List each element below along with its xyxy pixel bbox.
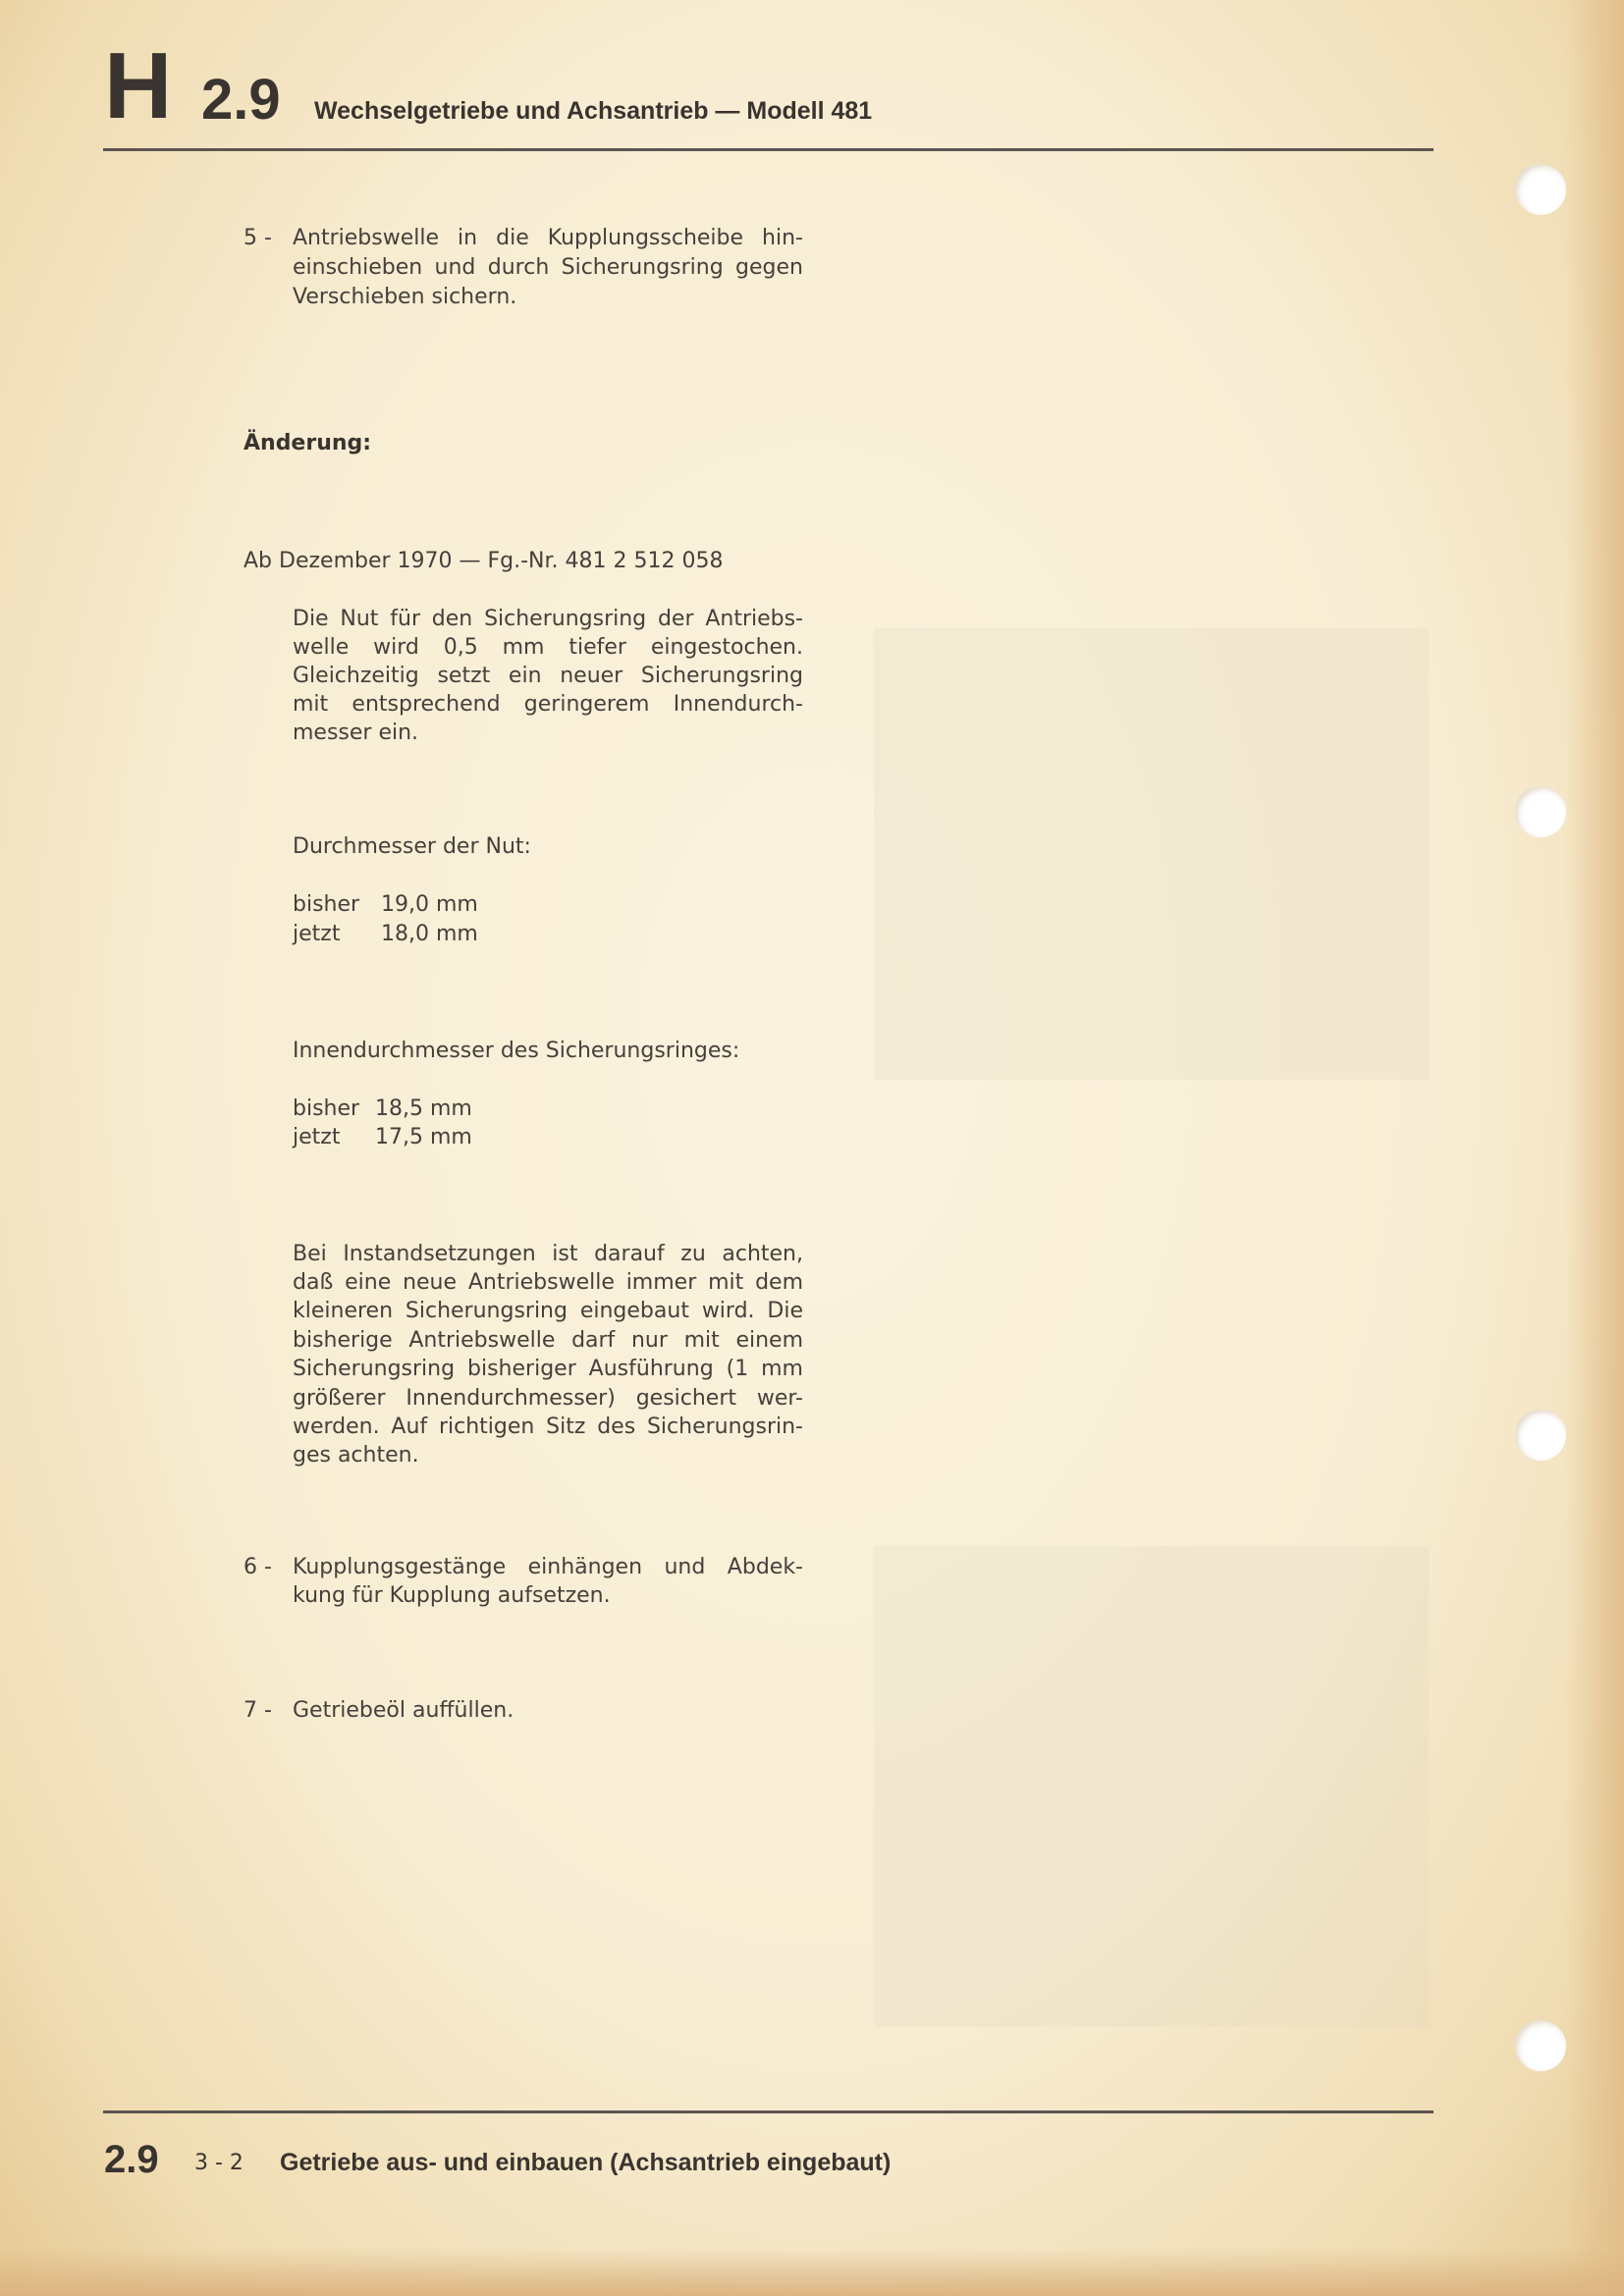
para-line: Gleichzeitig setzt ein neuer Sicherungsring [293,664,803,688]
paper-edge-shading [1565,0,1624,2296]
row-value: 17,5 mm [375,1125,472,1149]
step-text-line: kung für Kupplung aufsetzen. [293,1583,611,1608]
row-key: bisher [293,1096,360,1121]
footer-subsection: 3 - 2 [194,2151,244,2175]
row-value: 18,0 mm [381,922,478,946]
footer-rule [103,2110,1434,2113]
step-text-line: Kupplungsgestänge einhängen und Abdek- [293,1555,803,1579]
para-line: kleineren Sicherungsring eingebaut wird. Die [293,1299,803,1323]
ring-row-now [293,1123,472,1152]
header-title: Wechselgetriebe und Achsantrieb — Modell 481 [314,97,873,125]
groove-label: Durchmesser der Nut: [293,834,531,859]
groove-row-now [293,920,478,949]
change-since-line: Ab Dezember 1970 — Fg.-Nr. 481 2 512 058 [244,549,724,573]
header-rule [103,148,1434,151]
step-number: 6 - [244,1555,272,1579]
para-line: messer ein. [293,721,419,745]
row-value: 19,0 mm [381,892,478,917]
row-key: jetzt [293,922,341,946]
footer-title: Getriebe aus- und einbauen (Achsantrieb eingebaut) [280,2149,892,2176]
row-key: jetzt [293,1125,341,1149]
paper-bottom-shading [0,2248,1624,2296]
ring-label: Innendurchmesser des Sicherungsringes: [293,1039,740,1063]
row-value: 18,5 mm [375,1096,472,1121]
punch-hole [1515,2020,1566,2071]
para-line: welle wird 0,5 mm tiefer eingestochen. [293,635,803,660]
punch-hole [1515,164,1566,215]
para-line: werden. Auf richtigen Sitz des Sicherungsrin- [293,1415,803,1439]
show-through-area [874,1546,1429,2027]
footer-section-number: 2.9 [104,2138,159,2181]
punch-hole [1515,1410,1566,1461]
step-text-line: Getriebeöl auffüllen. [293,1698,514,1723]
header-section-number: 2.9 [201,68,281,132]
para-line: bisherige Antriebswelle darf nur mit einem [293,1328,803,1353]
para-line: Sicherungsring bisheriger Ausführung (1 mm [293,1357,803,1381]
row-key: bisher [293,892,360,917]
punch-hole [1515,786,1566,837]
ring-row-before [293,1095,472,1124]
step-text-line: Verschieben sichern. [293,285,517,309]
change-heading: Änderung: [244,431,372,455]
step-text-line: Antriebswelle in die Kupplungsscheibe hin- [293,226,803,250]
para-line: größerer Innendurchmesser) gesichert wer- [293,1386,803,1411]
para-line: ges achten. [293,1443,419,1468]
groove-row-before [293,890,478,920]
step-number: 5 - [244,226,272,250]
para-line: mit entsprechend geringerem Innendurch- [293,692,803,717]
para-line: Bei Instandsetzungen ist darauf zu achten, [293,1242,803,1266]
step-text-line: einschieben und durch Sicherungsring gegen [293,255,803,280]
para-line: Die Nut für den Sicherungsring der Antriebs- [293,607,803,631]
step-number: 7 - [244,1698,272,1723]
header-letter: H [104,33,173,138]
para-line: daß eine neue Antriebswelle immer mit dem [293,1270,803,1295]
show-through-area [874,628,1429,1080]
